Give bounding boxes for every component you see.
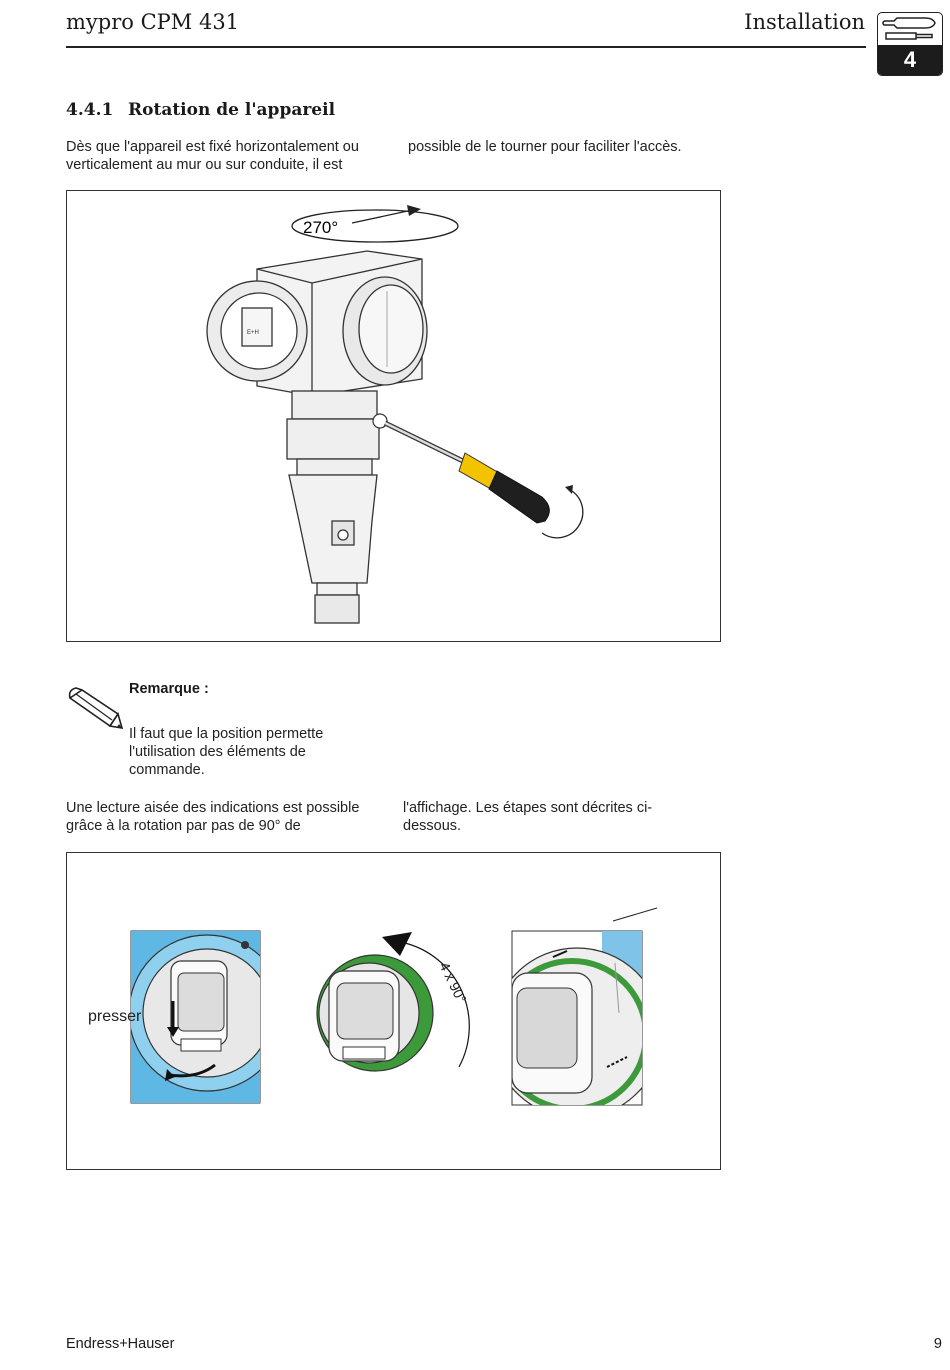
header-divider	[66, 46, 866, 48]
footer-brand: Endress+Hauser	[66, 1336, 175, 1352]
display-text-right: l'affichage. Les étapes sont décrites ci-dessous.	[403, 800, 653, 834]
chapter-tab	[877, 12, 943, 76]
rotation-label-270: 270°	[303, 218, 339, 237]
sensor-body	[289, 475, 377, 623]
device-rotation-illustration	[67, 191, 720, 641]
display-rotation-illustration	[67, 853, 720, 1169]
rear-lid	[343, 277, 427, 385]
note-text: Il faut que la position permette l'utilisation des éléments de commande.	[129, 726, 324, 778]
svg-text:E+H: E+H	[247, 330, 259, 336]
header-section-title: Installation	[744, 10, 865, 34]
housing-neck	[287, 391, 379, 475]
press-label: presser	[88, 1008, 142, 1025]
pencil-icon	[66, 684, 124, 732]
page-number: 9	[933, 1336, 942, 1352]
intro-text-right: possible de le tourner pour faciliter l'accès.	[408, 139, 682, 155]
rotation-label-4x90: 4 x 90°	[436, 959, 470, 1006]
step-press-panel	[88, 931, 285, 1103]
section-title: Rotation de l'appareil	[128, 100, 336, 120]
wrench-screwdriver-icon	[878, 13, 942, 45]
section-number: 4.4.1	[66, 100, 114, 120]
display-text-left: Une lecture aisée des indications est possible grâce à la rotation par pas de 90° de	[66, 800, 360, 834]
intro-text-left: Dès que l'appareil est fixé horizontalement ou verticalement au mur ou sur conduite, il est	[66, 139, 359, 173]
figure-display-rotation	[66, 852, 721, 1170]
display-lid	[207, 281, 307, 381]
chapter-number: 4	[878, 45, 942, 75]
note-title: Remarque :	[129, 681, 209, 697]
figure-device-rotation	[66, 190, 721, 642]
step-rotate-panel	[317, 932, 470, 1071]
step-snap-panel	[492, 908, 662, 1118]
screwdriver-icon	[373, 414, 583, 538]
header-product-name: mypro CPM 431	[66, 10, 240, 34]
